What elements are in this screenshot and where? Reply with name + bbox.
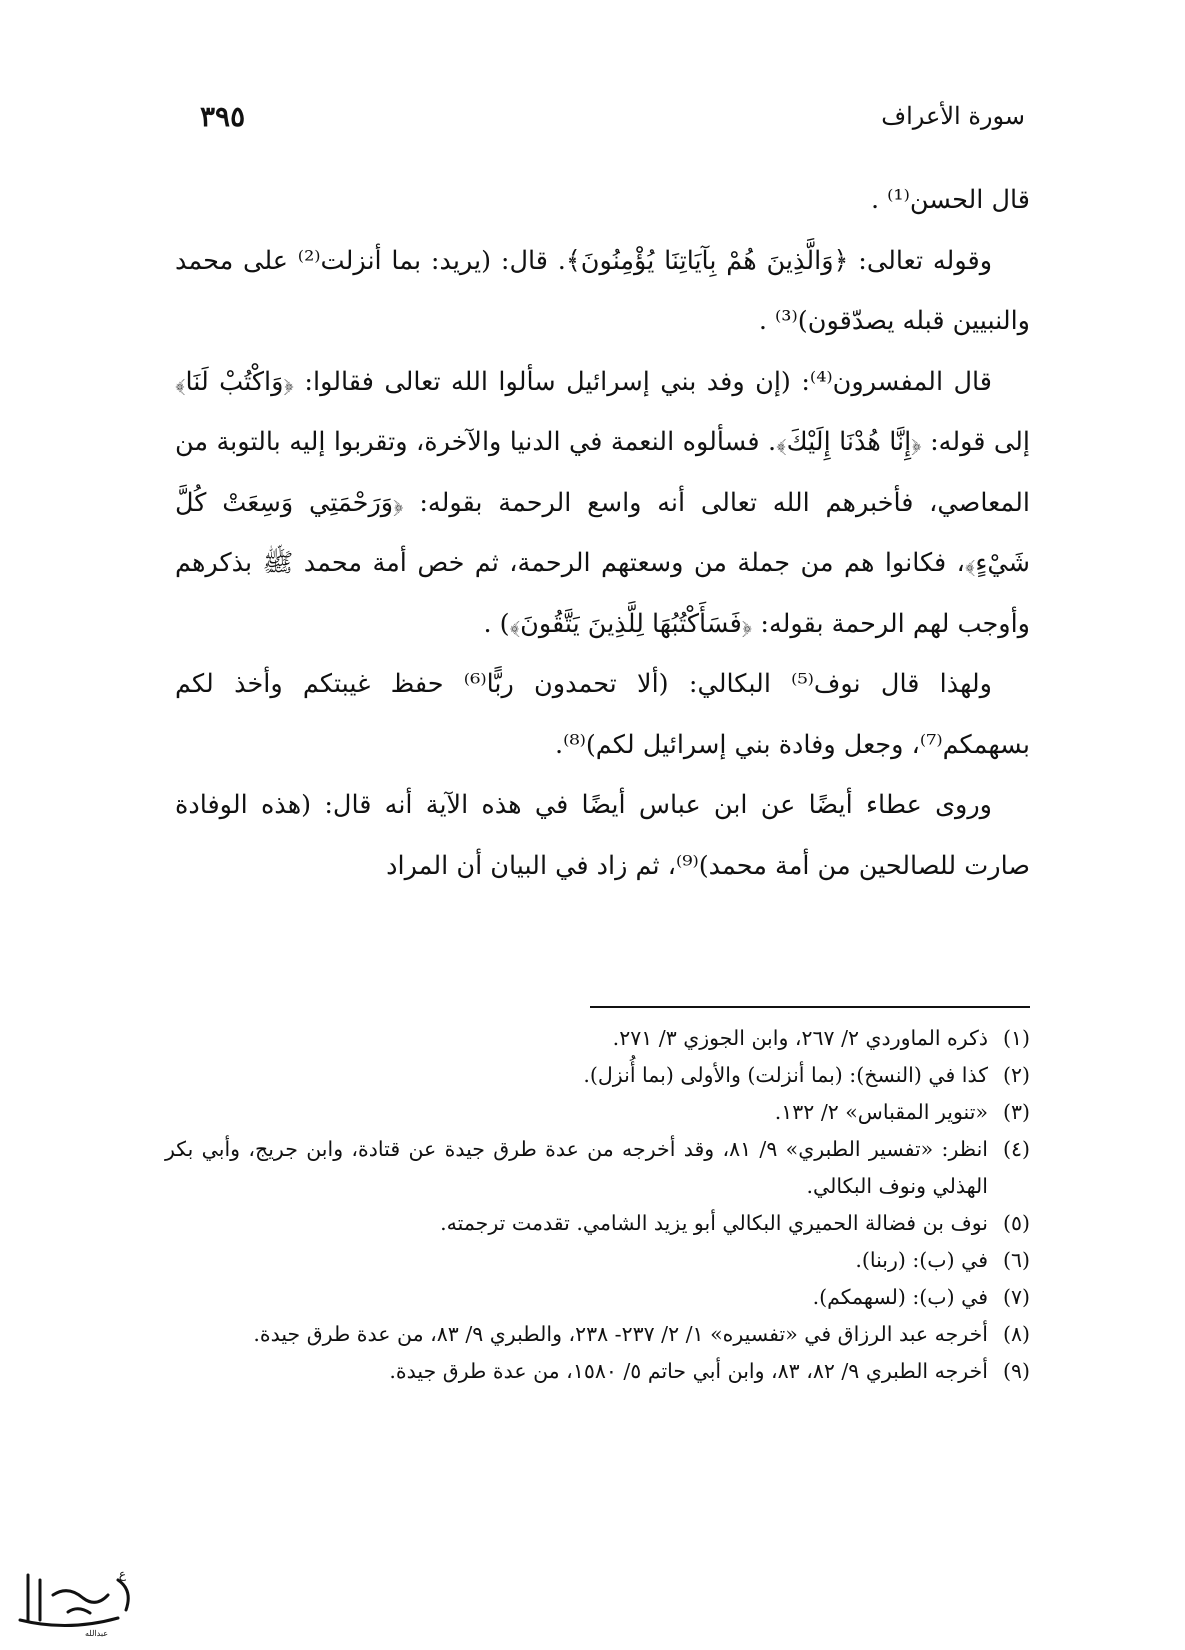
svg-text:عبدالله: عبدالله [85, 1629, 108, 1638]
footnote [165, 1205, 1030, 1242]
footnote-text: كذا في (النسخ): (بما أنزلت) والأولى (بما أُنزل). [583, 1063, 988, 1087]
footnote-text: في (ب): (ربنا). [855, 1248, 988, 1272]
footnote-number: (٢) [1002, 1063, 1030, 1087]
footnote [165, 1020, 1030, 1057]
footnote-text: أخرجه عبد الرزاق في «تفسيره» ١/ ٢/ ٢٣٧- ٢٣٨، والطبري ٩/ ٨٣، من عدة طرق جيدة. [253, 1322, 988, 1346]
footnote-text: انظر: «تفسير الطبري» ٩/ ٨١، وقد أخرجه من عدة طرق جيدة عن قتادة، وابن جريج، وأبي بكر الهذلي ونوف البكالي. [165, 1137, 988, 1198]
surah-title: سورة الأعراف [881, 102, 1025, 130]
footnote [165, 1131, 1030, 1205]
footnote-number: (٣) [1002, 1100, 1030, 1124]
paragraph: وروى عطاء أيضًا عن ابن عباس أيضًا في هذه الآية أنه قال: (هذه الوفادة صارت للصالحين من أمة محمد)⁽⁹⁾، ثم زاد في البيان أن المراد [175, 790, 1030, 881]
footnote-text: نوف بن فضالة الحميري البكالي أبو يزيد الشامي. تقدمت ترجمته. [440, 1211, 988, 1235]
footnote-number: (٨) [1002, 1322, 1030, 1346]
footnote-text: أخرجه الطبري ٩/ ٨٢، ٨٣، وابن أبي حاتم ٥/ ١٥٨٠، من عدة طرق جيدة. [389, 1359, 988, 1383]
footnote [165, 1057, 1030, 1094]
paragraph: وقوله تعالى: ﴿وَالَّذِينَ هُمْ بِآيَاتِنَا يُؤْمِنُونَ﴾. قال: (يريد: بما أنزلت⁽²⁾ على محمد والنبيين قبله يصدّقون)⁽³⁾ . [175, 245, 1030, 336]
running-header [200, 96, 1025, 136]
footnote-number: (٩) [1002, 1359, 1030, 1383]
paragraph: قال المفسرون⁽⁴⁾: (إن وفد بني إسرائيل سألوا الله تعالى فقالوا: ﴿وَاكْتُبْ لَنَا﴾ إلى قوله: ﴿إِنَّا هُدْنَا إِلَيْكَ﴾. فسألوه النعمة في الدنيا والآخرة، وتقربوا إليه بالتوبة من المعاصي، فأخبرهم الله تعالى أنه واسع الرحمة بقوله: ﴿وَرَحْمَتِي وَسِعَتْ كُلَّ شَيْءٍ﴾، فكانوا هم من جملة من وسعتهم الرحمة، ثم خص أمة محمد ﷺ بذكرهم وأوجب لهم الرحمة بقوله: ﴿فَسَأَكْتُبُهَا لِلَّذِينَ يَتَّقُونَ﴾) . [175, 366, 1030, 639]
paragraph: ولهذا قال نوف⁽⁵⁾ البكالي: (ألا تحمدون ربًّا⁽⁶⁾ حفظ غيبتكم وأخذ لكم بسهمكم⁽⁷⁾، وجعل وفادة بني إسرائيل لكم)⁽⁸⁾. [175, 669, 1030, 760]
footnote-number: (٥) [1002, 1211, 1030, 1235]
footnote-text: «تنوير المقباس» ٢/ ١٣٢. [774, 1100, 988, 1124]
footnote-number: (٦) [1002, 1248, 1030, 1272]
footnote [165, 1242, 1030, 1279]
page-number: ٣٩٥ [200, 99, 246, 133]
main-text [175, 170, 1030, 896]
footnote-number: (٤) [1002, 1137, 1030, 1161]
calligraphy-logo-icon [8, 1550, 158, 1640]
footnote [165, 1279, 1030, 1316]
footnote [165, 1316, 1030, 1353]
footnote-text: في (ب): (لسهمكم). [812, 1285, 988, 1309]
footnote [165, 1353, 1030, 1390]
footnote-number: (١) [1002, 1026, 1030, 1050]
svg-text:ع: ع [118, 1567, 126, 1581]
footnote-text: ذكره الماوردي ٢/ ٢٦٧، وابن الجوزي ٣/ ٢٧١. [612, 1026, 988, 1050]
footnote-number: (٧) [1002, 1285, 1030, 1309]
footnotes [165, 1020, 1030, 1390]
paragraph: قال الحسن⁽¹⁾ . [870, 185, 1030, 215]
footnote-separator [590, 1006, 1030, 1008]
footnote [165, 1094, 1030, 1131]
